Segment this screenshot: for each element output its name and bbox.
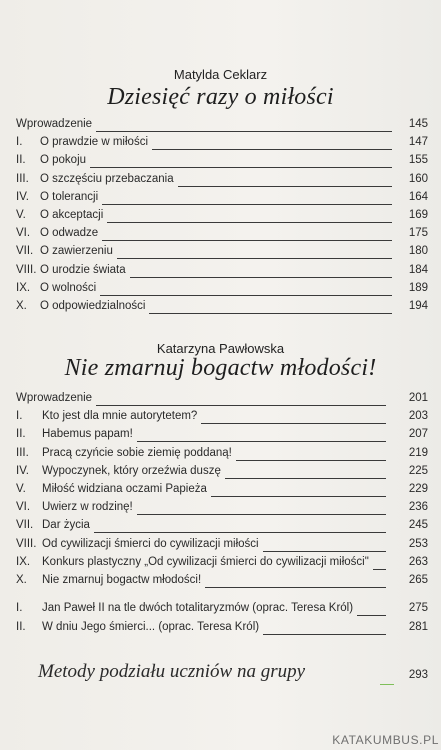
toc-entry-page-number: 236 [408,501,428,514]
toc-entry-page-number: 203 [408,410,428,423]
toc-entry-title: Habemus papam! [42,428,133,441]
toc-entry [16,154,428,170]
toc-entry-title: Uwierz w rodzinę! [42,501,133,514]
leader-line [137,514,386,515]
toc-entry [16,118,428,134]
leader-line [96,131,392,132]
toc-entry-number: VI. [16,227,31,240]
toc-entry-title: Od cywilizacji śmierci do cywilizacji miłości [42,537,259,550]
toc-entry-number: VIII. [16,263,37,276]
toc-entry-page-number: 147 [408,136,428,149]
toc-entry-title: O pokoju [40,154,87,167]
toc-entry-title: Wprowadzenie [16,118,93,130]
toc-entry-title: Kto jest dla mnie autorytetem? [42,410,198,423]
leader-line [205,587,386,588]
toc-entry-page-number: 169 [408,209,428,221]
toc-entry [16,621,428,637]
toc-entry-title: O prawdzie w miłości [40,136,148,149]
leader-line [149,313,392,314]
toc-entry-title: O odwadze [40,227,99,240]
toc-entry-page-number: 175 [408,227,428,240]
leader-line [102,240,392,241]
toc-entry-number: IX. [16,555,31,568]
toc-entry [16,300,428,316]
leader-line [225,478,386,479]
toc-entry [16,428,428,444]
toc-entry-number: V. [16,209,26,221]
toc-entry-page-number: 184 [408,263,428,276]
toc-entry-number: I. [16,602,23,614]
leader-line [263,634,386,635]
toc-entry [16,410,428,426]
section1-title: Dziesięć razy o miłości [107,84,334,110]
toc-entry-page-number: 265 [408,574,428,586]
toc-entry-number: X. [16,574,27,586]
toc-entry-page-number: 225 [408,464,428,477]
leader-line [236,460,386,461]
leader-line [94,532,386,533]
toc-entry-number: II. [16,428,26,441]
toc-entry [16,227,428,243]
toc-entry-page-number: 275 [408,602,428,614]
toc-entry-number: I. [16,136,23,149]
methods-page-number: 293 [408,669,428,681]
toc-entry-number: VII. [16,519,34,532]
toc-entry-title: O tolerancji [40,190,99,203]
toc-entry-title: O urodzie świata [40,263,126,276]
toc-entry-page-number: 253 [408,537,428,550]
leader-line [380,684,394,685]
toc-entry-page-number: 229 [408,483,428,495]
toc-entry-title: O zawierzeniu [40,245,113,258]
toc-entry-title: Wypoczynek, który orzeźwia duszę [42,464,221,477]
leader-line [102,204,392,205]
toc-entry [16,392,428,408]
leader-line [373,569,386,570]
toc-entry [16,191,428,207]
toc-entry-number: I. [16,410,23,423]
toc-entry-page-number: 207 [408,428,428,441]
watermark: KATAKUMBUS.PL [332,733,439,747]
toc-entry-title: Nie zmarnuj bogactw młodości! [42,574,202,586]
toc-entry-title: Pracą czyńcie sobie ziemię poddaną! [42,446,232,459]
toc-entry [16,519,428,535]
toc-entry-number: III. [16,172,29,185]
leader-line [107,222,392,223]
toc-entry-page-number: 281 [408,620,428,633]
toc-entry [16,556,428,572]
toc-entry-page-number: 219 [408,446,428,459]
toc-entry-title: O odpowiedzialności [40,300,146,312]
toc-entry-number: V. [16,483,26,495]
toc-entry-page-number: 201 [408,392,428,404]
toc-entry-page-number: 160 [408,172,428,185]
toc-entry-page-number: 164 [408,190,428,203]
toc-entry-number: IV. [16,464,30,477]
toc-entry [16,209,428,225]
toc-entry-number: VI. [16,501,31,514]
toc-entry-page-number: 263 [408,555,428,568]
toc-entry-title: Jan Paweł II na tle dwóch totalitaryzmów (oprac. Teresa Król) [42,602,354,614]
leader-line [137,441,386,442]
methods-entry [38,661,428,689]
toc-entry [16,264,428,280]
toc-entry-title: O wolności [40,281,97,294]
toc-entry-title: Miłość widziana oczami Papieża [42,483,207,495]
leader-line [211,496,386,497]
toc-entry [16,173,428,189]
leader-line [152,149,392,150]
leader-line [201,423,386,424]
toc-entry-page-number: 189 [408,281,428,294]
toc-entry-number: IX. [16,281,31,294]
leader-line [178,186,392,187]
leader-line [100,295,392,296]
toc-entry-number: X. [16,300,27,312]
toc-entry [16,245,428,261]
leader-line [117,258,392,259]
toc-entry-title: O akceptacji [40,209,104,221]
toc-entry-title: W dniu Jego śmierci... (oprac. Teresa Król) [42,620,260,633]
toc-entry-page-number: 194 [408,300,428,312]
toc-entry-title: Dar życia [42,519,90,532]
toc-entry [16,136,428,152]
leader-line [96,405,386,406]
toc-entry-page-number: 180 [408,245,428,258]
toc-entry-page-number: 145 [408,118,428,130]
toc-entry [16,483,428,499]
section2-title: Nie zmarnuj bogactw młodości! [64,355,377,381]
toc-entry-number: VIII. [16,537,37,550]
toc-entry-number: IV. [16,190,30,203]
toc-entry-number: VII. [16,245,34,258]
toc-entry-number: II. [16,154,26,167]
methods-title: Metody podziału uczniów na grupy [38,661,306,682]
toc-entry-number: II. [16,620,26,633]
toc-entry [16,574,428,590]
toc-entry [16,538,428,554]
toc-entry-title: Konkurs plastyczny „Od cywilizacji śmierci do cywilizacji miłości" [42,555,369,568]
toc-entry [16,602,428,618]
toc-entry [16,465,428,481]
section2-author: Katarzyna Pawłowska [156,341,285,356]
toc-entry [16,447,428,463]
leader-line [130,277,392,278]
toc-entry [16,282,428,298]
toc-entry-page-number: 155 [408,154,428,167]
section1-author: Matylda Ceklarz [173,67,268,82]
toc-entry-title: Wprowadzenie [16,392,93,404]
toc-entry-page-number: 245 [408,519,428,532]
toc-entry-number: III. [16,446,29,459]
leader-line [90,167,392,168]
leader-line [263,551,386,552]
toc-entry-title: O szczęściu przebaczania [40,172,174,185]
leader-line [357,615,386,616]
toc-entry [16,501,428,517]
